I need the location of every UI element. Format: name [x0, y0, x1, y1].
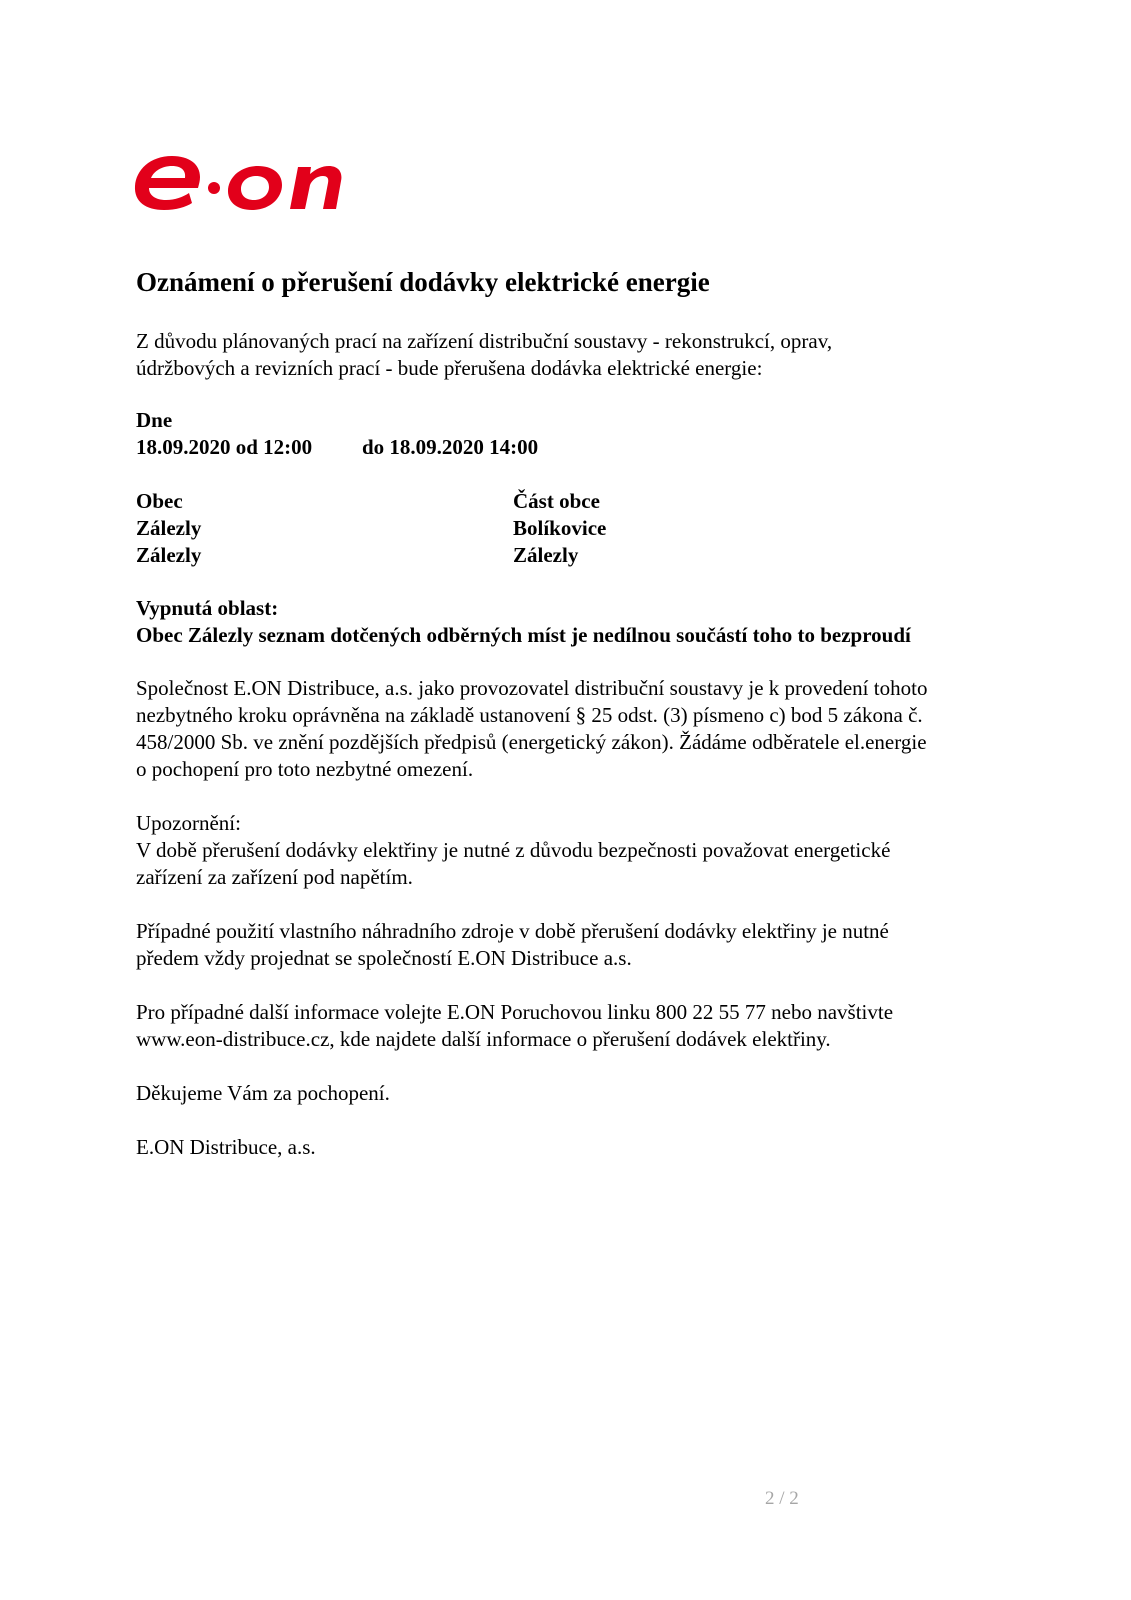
signature: E.ON Distribuce, a.s.: [136, 1135, 316, 1159]
page-title: Oznámení o přerušení dodávky elektrické energie: [136, 267, 710, 297]
obec-value: Zálezly: [136, 543, 202, 567]
intro-line-1: Z důvodu plánovaných prací na zařízení distribuční soustavy - rekonstrukcí, oprav,: [136, 329, 833, 353]
eon-logo-mark: [135, 156, 341, 210]
schedule-from: 18.09.2020 od 12:00: [136, 435, 313, 459]
cast-obce-value: Zálezly: [513, 543, 579, 567]
generator-line-1: Případné použití vlastního náhradního zdroje v době přerušení dodávky elektřiny je nutné: [136, 919, 889, 943]
legal-line-2: nezbytného kroku oprávněna na základě ustanovení § 25 odst. (3) písmeno c) bod 5 zákona č.: [136, 703, 923, 727]
obec-value: Zálezly: [136, 516, 202, 540]
warning-line-2: zařízení za zařízení pod napětím.: [136, 865, 413, 889]
warning-label: Upozornění:: [136, 811, 241, 835]
legal-line-3: 458/2000 Sb. ve znění pozdějších předpisů (energetický zákon). Žádáme odběratele el.energie: [136, 730, 927, 754]
schedule-to: do 18.09.2020 14:00: [362, 435, 539, 459]
intro-line-2: údržbových a revizních prací - bude přerušena dodávka elektrické energie:: [136, 356, 763, 380]
area-label: Vypnutá oblast:: [136, 596, 279, 620]
warning-line-1: V době přerušení dodávky elektřiny je nutné z důvodu bezpečnosti považovat energetické: [136, 838, 891, 862]
cast-obce-value: Bolíkovice: [513, 516, 607, 540]
contact-line-2: www.eon-distribuce.cz, kde najdete další informace o přerušení dodávek elektřiny.: [136, 1027, 831, 1051]
generator-line-2: předem vždy projednat se společností E.ON Distribuce a.s.: [136, 946, 632, 970]
obec-header: Obec: [136, 489, 183, 513]
page-number: 2 / 2: [765, 1488, 799, 1509]
cast-obce-header: Část obce: [513, 489, 600, 513]
eon-logo: [132, 148, 342, 214]
schedule-label: Dne: [136, 408, 173, 432]
legal-line-1: Společnost E.ON Distribuce, a.s. jako provozovatel distribuční soustavy je k provedení tohoto: [136, 676, 928, 700]
area-text: Obec Zálezly seznam dotčených odběrných míst je nedílnou součástí toho to bezproudí: [136, 623, 911, 647]
legal-line-4: o pochopení pro toto nezbytné omezení.: [136, 757, 474, 781]
contact-line-1: Pro případné další informace volejte E.ON Poruchovou linku 800 22 55 77 nebo navštivte: [136, 1000, 894, 1024]
thanks-text: Děkujeme Vám za pochopení.: [136, 1081, 390, 1105]
